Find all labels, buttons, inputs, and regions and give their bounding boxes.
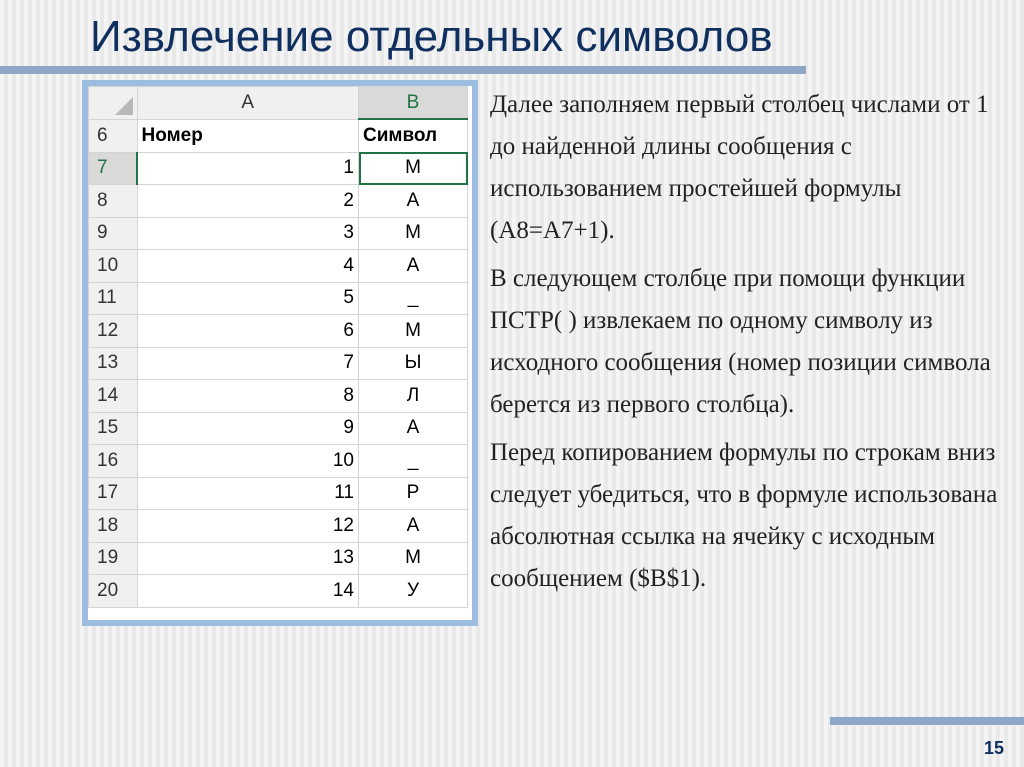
cell-symbol[interactable]: А	[359, 185, 468, 218]
cell-symbol[interactable]: А	[359, 412, 468, 445]
cell-number[interactable]: 11	[137, 477, 359, 510]
table-row	[89, 282, 468, 315]
table-row	[89, 510, 468, 543]
cell-number[interactable]: 1	[137, 152, 359, 185]
table-row	[89, 575, 468, 608]
title-underline-bar	[0, 66, 806, 74]
row-header: 16	[89, 445, 138, 478]
spreadsheet-screenshot	[82, 80, 478, 626]
row-header: 17	[89, 477, 138, 510]
table-row	[89, 185, 468, 218]
cell-number[interactable]: 10	[137, 445, 359, 478]
footer-bar	[830, 717, 1024, 725]
table-row	[89, 217, 468, 250]
cell-symbol[interactable]: М	[359, 315, 468, 348]
cell-number[interactable]: 12	[137, 510, 359, 543]
slide-title: Извлечение отдельных символов	[90, 12, 773, 61]
paragraph: Перед копированием формулы по строкам вниз следует убедиться, что в формуле использована абсолютная ссылка на ячейку с исходным сообщением ($B$1).	[490, 439, 998, 592]
table-row	[89, 477, 468, 510]
table-row	[89, 152, 468, 185]
cell-symbol[interactable]: А	[359, 250, 468, 283]
select-all-corner	[89, 87, 138, 120]
row-header: 10	[89, 250, 138, 283]
table-row	[89, 412, 468, 445]
column-header-b: B	[359, 87, 468, 120]
column-header-row	[89, 87, 468, 120]
cell-symbol[interactable]: _	[359, 282, 468, 315]
row-header: 15	[89, 412, 138, 445]
row-header: 14	[89, 380, 138, 413]
table-row	[89, 315, 468, 348]
spreadsheet-table	[88, 86, 468, 608]
cell-symbol[interactable]: _	[359, 445, 468, 478]
column-header-a: A	[137, 87, 359, 120]
cell-symbol[interactable]: М	[359, 152, 468, 185]
table-row	[89, 347, 468, 380]
row-header: 9	[89, 217, 138, 250]
cell-symbol[interactable]: А	[359, 510, 468, 543]
body-text	[490, 84, 1010, 606]
cell-number[interactable]: 13	[137, 542, 359, 575]
row-header: 19	[89, 542, 138, 575]
table-header-row	[89, 119, 468, 152]
cell-symbol[interactable]: Л	[359, 380, 468, 413]
row-header: 13	[89, 347, 138, 380]
cell-number[interactable]: 8	[137, 380, 359, 413]
cell-symbol[interactable]: М	[359, 217, 468, 250]
table-row	[89, 250, 468, 283]
cell-symbol[interactable]: М	[359, 542, 468, 575]
cell-number[interactable]: 5	[137, 282, 359, 315]
cell-number[interactable]: 2	[137, 185, 359, 218]
row-header: 12	[89, 315, 138, 348]
cell-number[interactable]: 6	[137, 315, 359, 348]
page-number: 15	[984, 738, 1005, 758]
cell-symbol[interactable]: У	[359, 575, 468, 608]
table-row	[89, 380, 468, 413]
row-header: 18	[89, 510, 138, 543]
cell-number[interactable]: 4	[137, 250, 359, 283]
cell-symbol[interactable]: Ы	[359, 347, 468, 380]
table-row	[89, 542, 468, 575]
header-cell-symbol: Символ	[359, 119, 468, 152]
cell-symbol[interactable]: Р	[359, 477, 468, 510]
header-cell-number: Номер	[137, 119, 359, 152]
cell-number[interactable]: 7	[137, 347, 359, 380]
row-header: 8	[89, 185, 138, 218]
table-row	[89, 445, 468, 478]
paragraph: В следующем столбце при помощи функции ПСТР( ) извлекаем по одному символу из исходного сообщения (номер позиции символа берется из первого столбца).	[490, 265, 991, 418]
paragraph: Далее заполняем первый столбец числами от 1 до найденной длины сообщения с использованием простейшей формулы (А8=А7+1).	[490, 91, 989, 244]
cell-number[interactable]: 9	[137, 412, 359, 445]
row-header: 6	[89, 119, 138, 152]
row-header: 11	[89, 282, 138, 315]
cell-number[interactable]: 3	[137, 217, 359, 250]
cell-number[interactable]: 14	[137, 575, 359, 608]
row-header: 7	[89, 152, 138, 185]
row-header: 20	[89, 575, 138, 608]
